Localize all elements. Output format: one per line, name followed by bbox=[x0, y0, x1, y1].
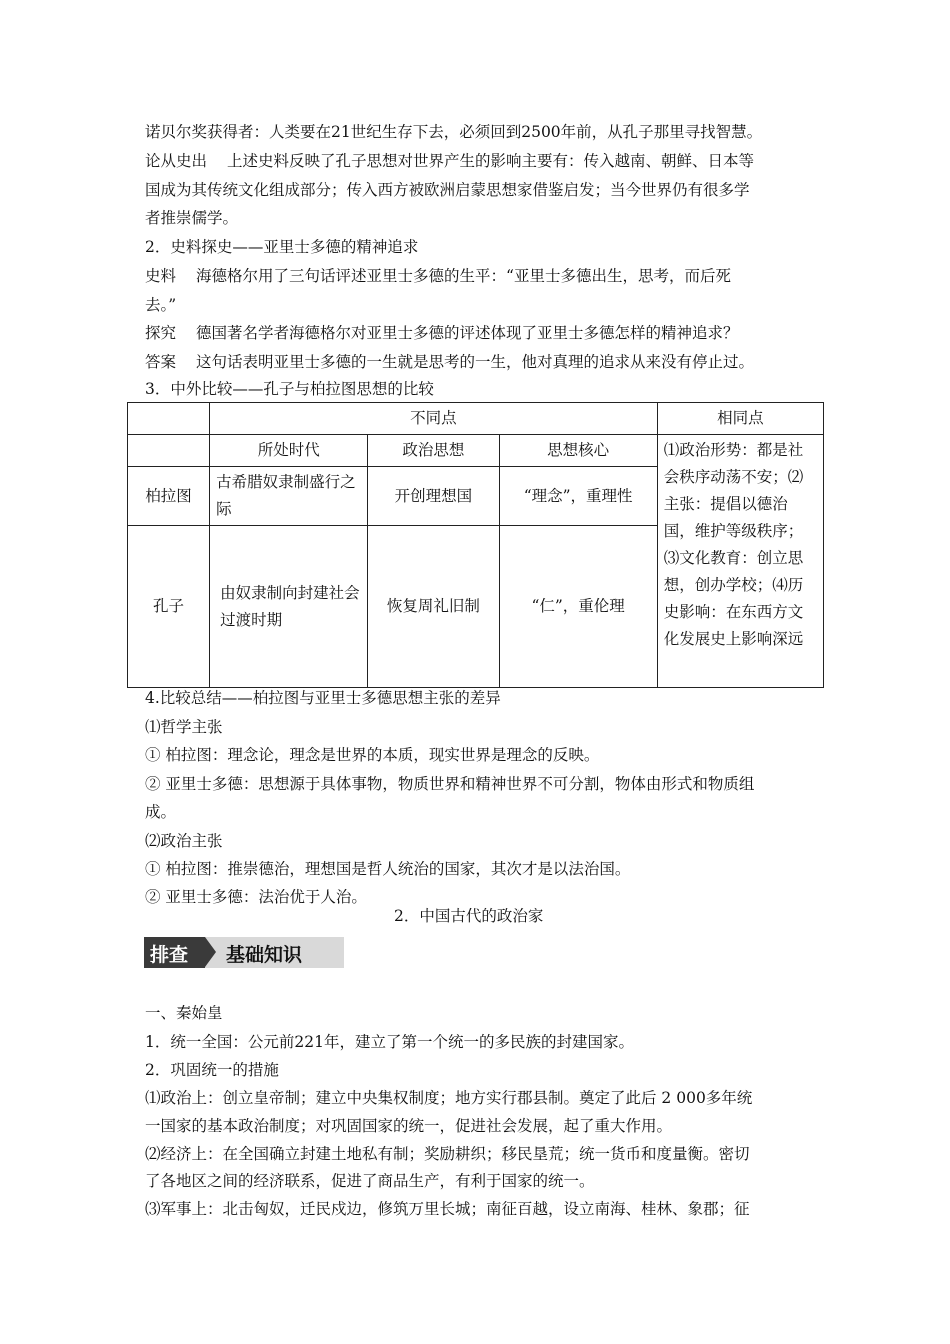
label: 论从史出 bbox=[145, 152, 208, 170]
section-heading: 一、秦始皇 bbox=[145, 1004, 223, 1022]
text-line bbox=[145, 265, 731, 287]
banner-right-label: 基础知识 bbox=[226, 944, 303, 966]
label: 答案 bbox=[145, 353, 177, 371]
table-cell: 由奴隶制向封建社会过渡时期 bbox=[210, 526, 368, 688]
table-header-cell: 不同点 bbox=[210, 403, 658, 435]
text-line: 1．统一全国：公元前221年，建立了第一个统一的多民族的封建国家。 bbox=[145, 1033, 634, 1051]
table-cell: 柏拉图 bbox=[128, 467, 210, 526]
text-line: ⑵政治主张 bbox=[145, 832, 223, 850]
text-line bbox=[145, 150, 754, 172]
table-cell bbox=[128, 435, 210, 467]
table-header-cell: 所处时代 bbox=[210, 435, 368, 467]
table-cell: 孔子 bbox=[128, 526, 210, 688]
text-line: 2．巩固统一的措施 bbox=[145, 1061, 279, 1079]
label: 探究 bbox=[145, 324, 177, 342]
text-line: 国成为其传统文化组成部分；传入西方被欧洲启蒙思想家借鉴启发；当今世界仍有很多学 bbox=[145, 181, 750, 199]
text-line: 成。 bbox=[145, 803, 177, 821]
text: 海德格尔用了三句话评述亚里士多德的生平：“亚里士多德出生，思考，而后死 bbox=[196, 267, 731, 285]
text: 上述史料反映了孔子思想对世界产生的影响主要有：传入越南、朝鲜、日本等 bbox=[227, 152, 755, 170]
table-subheader-row bbox=[128, 435, 824, 467]
table-header-cell: 相同点 bbox=[657, 403, 823, 435]
section-heading: 2．史料探史——亚里士多德的精神追求 bbox=[145, 238, 419, 256]
table-cell: 开创理想国 bbox=[368, 467, 499, 526]
text-line: 一国家的基本政治制度；对巩固国家的统一，促进社会发展，起了重大作用。 bbox=[145, 1117, 673, 1135]
text-line: ① 柏拉图：推崇德治，理想国是哲人统治的国家，其次才是以法治国。 bbox=[145, 860, 631, 878]
comparison-table bbox=[127, 402, 824, 688]
section-banner bbox=[144, 937, 344, 968]
label: 史料 bbox=[145, 267, 177, 285]
text-line: ① 柏拉图：理念论，理念是世界的本质，现实世界是理念的反映。 bbox=[145, 746, 600, 764]
text-line: ⑵经济上：在全国确立封建土地私有制；奖励耕织；移民垦荒；统一货币和度量衡。密切 bbox=[145, 1145, 750, 1163]
section-heading: 3．中外比较——孔子与柏拉图思想的比较 bbox=[145, 380, 434, 398]
text-line: ② 亚里士多德：法治优于人治。 bbox=[145, 888, 367, 906]
text: 这句话表明亚里士多德的一生就是思考的一生，他对真理的追求从来没有停止过。 bbox=[196, 353, 755, 371]
table-cell: 恢复周礼旧制 bbox=[368, 526, 499, 688]
text-line: 诺贝尔奖获得者：人类要在21世纪生存下去，必须回到2500年前，从孔子那里寻找智慧。 bbox=[145, 123, 763, 141]
table-cell-common: ⑴政治形势：都是社会秩序动荡不安；⑵主张：提倡以德治国，维护等级秩序；⑶文化教育：创立思想，创办学校；⑷历史影响：在东西方文化发展史上影响深远 bbox=[657, 435, 823, 688]
table-cell: 古希腊奴隶制盛行之际 bbox=[210, 467, 368, 526]
table-corner-cell bbox=[128, 403, 210, 435]
table-cell: “仁”，重伦理 bbox=[499, 526, 657, 688]
text-line bbox=[145, 322, 739, 344]
text-line: 者推崇儒学。 bbox=[145, 209, 239, 227]
text-line: ⑶军事上：北击匈奴，迁民戍边，修筑万里长城；南征百越，设立南海、桂林、象郡；征 bbox=[145, 1200, 750, 1218]
table-cell: “理念”，重理性 bbox=[499, 467, 657, 526]
table-header-row bbox=[128, 403, 824, 435]
banner-arrow-icon bbox=[205, 937, 216, 967]
text-line: 了各地区之间的经济联系，促进了商品生产，有利于国家的统一。 bbox=[145, 1172, 595, 1190]
text-line: ⑴哲学主张 bbox=[145, 718, 223, 736]
text-line: ② 亚里士多德：思想源于具体事物，物质世界和精神世界不可分割，物体由形式和物质组 bbox=[145, 775, 755, 793]
text-line bbox=[145, 351, 754, 373]
table-header-cell: 政治思想 bbox=[368, 435, 499, 467]
banner-left-label: 排查 bbox=[150, 944, 189, 966]
text-line: ⑴政治上：创立皇帝制；建立中央集权制度；地方实行郡县制。奠定了此后 2 000多年统 bbox=[145, 1089, 753, 1107]
table-header-cell: 思想核心 bbox=[499, 435, 657, 467]
text-line: 去。” bbox=[145, 296, 177, 314]
subsection-title: 2．中国古代的政治家 bbox=[394, 907, 544, 925]
section-heading: 4.比较总结——柏拉图与亚里士多德思想主张的差异 bbox=[145, 689, 501, 707]
text: 德国著名学者海德格尔对亚里士多德的评述体现了亚里士多德怎样的精神追求？ bbox=[196, 324, 739, 342]
